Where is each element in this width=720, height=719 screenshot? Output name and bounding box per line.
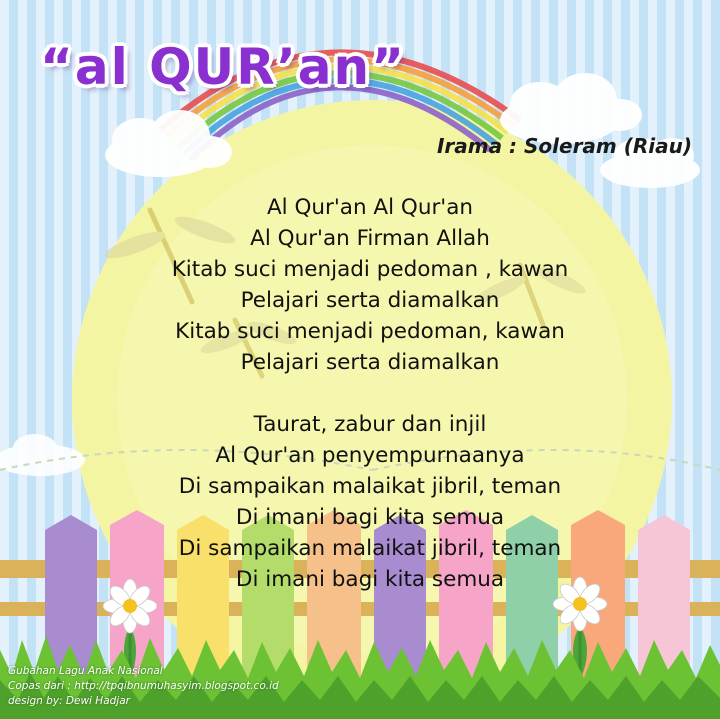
verse-gap [60, 378, 680, 409]
lyric-line: Pelajari serta diamalkan [240, 288, 500, 313]
melody-label: Irama : Soleram (Riau) [436, 134, 692, 158]
lyric-line: Al Qur'an Firman Allah [250, 226, 490, 251]
lyric-line: Kitab suci menjadi pedoman , kawan [171, 257, 569, 282]
lyric-line: Taurat, zabur dan injil [253, 412, 487, 437]
credit-line: Copas dari : http://tpqibnumuhasyim.blogspot.co.id [8, 680, 279, 692]
page-title: “al QUR’an” [40, 38, 406, 96]
credit-line: Gubahan Lagu Anak Nasional [8, 665, 163, 677]
lyric-line: Al Qur'an Al Qur'an [266, 195, 474, 220]
lyric-line: Di imani bagi kita semua [235, 505, 505, 530]
lyric-line: Kitab suci menjadi pedoman, kawan [175, 319, 565, 344]
credits [8, 664, 279, 709]
lyric-line: Pelajari serta diamalkan [240, 350, 500, 375]
lyrics [60, 192, 680, 595]
lyric-line: Al Qur'an penyempurnaanya [215, 443, 525, 468]
lyric-line: Di sampaikan malaikat jibril, teman [178, 474, 562, 499]
lyric-line: Di sampaikan malaikat jibril, teman [178, 536, 562, 561]
lyric-line: Di imani bagi kita semua [235, 567, 505, 592]
credit-line: design by: Dewi Hadjar [8, 695, 130, 707]
